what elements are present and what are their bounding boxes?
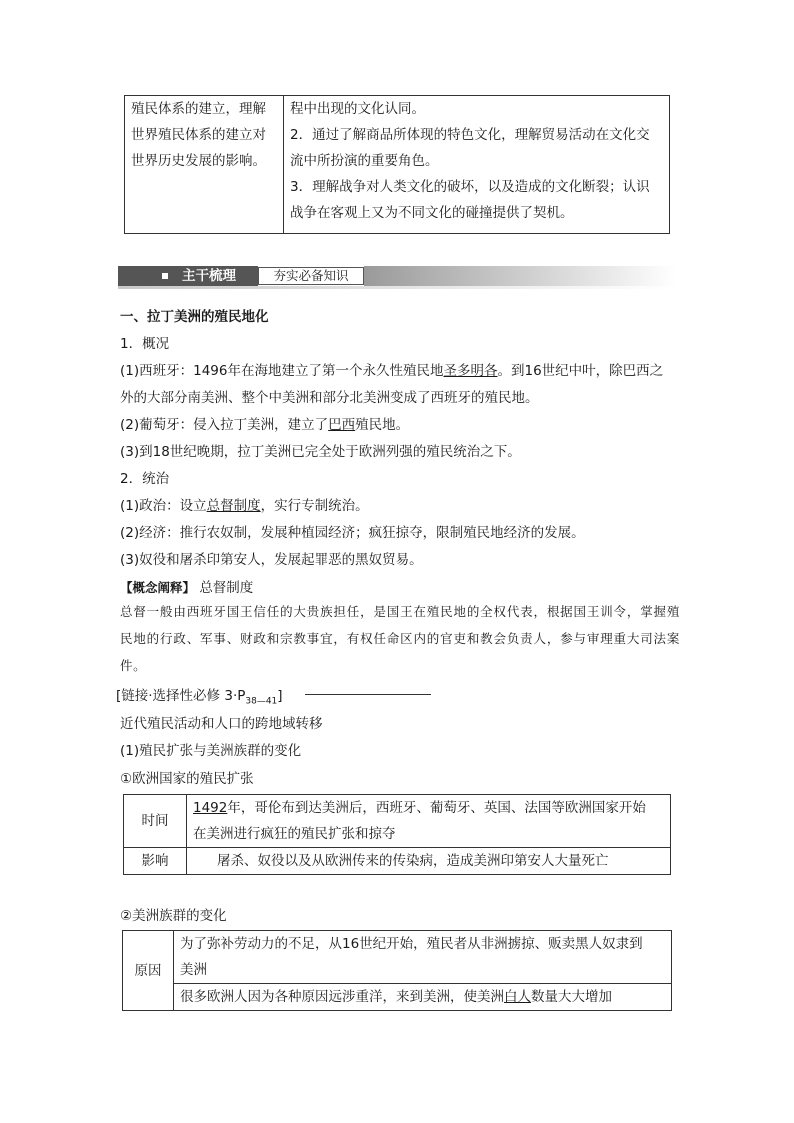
right-line: 2．通过了解商品所体现的特色文化，理解贸易活动在文化交 xyxy=(290,127,650,143)
objectives-left-cell xyxy=(125,96,284,234)
section2-sub1b: ②美洲族群的变化 xyxy=(120,908,227,924)
concept-text: 总督一般由西班牙国王信任的大贵族担任，是国王在殖民地的全权代表，根据国王训令，掌握殖民地的行政、军事、财政和宗教事宜，有权任命区内的官吏和教会负责人，参与审理重大司法案件。 xyxy=(120,604,680,673)
section2-title: 近代殖民活动和人口的跨地域转移 xyxy=(120,716,323,732)
economy-paragraph: (2)经济：推行农奴制，发展种植园经济；疯狂掠夺，限制殖民地经济的发展。 xyxy=(120,525,585,541)
slavery-paragraph: (3)奴役和屠杀印第安人，发展起罪恶的黑奴贸易。 xyxy=(120,552,423,568)
banner-subtitle: 夯实必备知识 xyxy=(258,267,364,285)
portugal-paragraph: (2)葡萄牙：侵入拉丁美洲，建立了巴西殖民地。 xyxy=(120,417,410,433)
year-1492: 1492 xyxy=(193,800,228,816)
politics-paragraph: (1)政治：设立总督制度，实行专制统治。 xyxy=(120,498,369,514)
section2-sub1a: ①欧洲国家的殖民扩张 xyxy=(120,771,254,787)
banner-title: 主干梳理 xyxy=(182,268,236,284)
spain-paragraph-line2: 外的大部分南美洲、整个中美洲和部分北美洲变成了西班牙的殖民地。 xyxy=(120,390,539,406)
table2-label-cause: 原因 xyxy=(123,931,174,1011)
concept-heading xyxy=(120,576,253,596)
right-line: 程中出现的文化认同。 xyxy=(290,101,425,117)
objectives-right-cell xyxy=(284,96,670,234)
banner-title-block xyxy=(118,266,258,286)
link-rule xyxy=(305,694,431,695)
banner-gradient xyxy=(364,266,676,286)
table2-cause2-cell: 很多欧洲人因为各种原因远涉重洋，来到美洲，使美洲白人数量大大增加 xyxy=(174,984,672,1011)
right-line: 战争在客观上又为不同文化的碰撞提供了契机。 xyxy=(290,205,574,221)
left-line: 世界殖民体系的建立对 xyxy=(131,127,266,143)
ethnic-change-table xyxy=(122,930,672,1011)
overview-heading: 1．概况 xyxy=(120,336,170,352)
banner-stripe xyxy=(118,286,676,289)
section-banner xyxy=(118,266,676,286)
spain-paragraph-line1: (1)西班牙：1496年在海地建立了第一个永久性殖民地圣多明各。到16世纪中叶，除巴西之 xyxy=(120,363,664,379)
right-line: 流中所扮演的重要角色。 xyxy=(290,153,439,169)
concept-term: 总督制度 xyxy=(199,580,254,596)
left-line: 世界历史发展的影响。 xyxy=(131,153,266,169)
colonial-expansion-table xyxy=(123,794,671,875)
left-line: 殖民体系的建立，理解 xyxy=(131,101,266,117)
section2-sub1: (1)殖民扩张与美洲族群的变化 xyxy=(120,743,302,759)
table1-impact-cell: 屠杀、奴役以及从欧洲传来的传染病，造成美洲印第安人大量死亡 xyxy=(187,848,671,875)
objectives-table xyxy=(124,95,670,234)
square-bullet-icon xyxy=(162,273,168,279)
table1-label-time: 时间 xyxy=(124,795,187,848)
rule-heading: 2．统治 xyxy=(120,471,170,487)
table1-label-impact: 影响 xyxy=(124,848,187,875)
concept-tag: 【概念阐释】 xyxy=(120,580,196,595)
right-line: 3．理解战争对人类文化的破坏，以及造成的文化断裂；认识 xyxy=(290,179,650,195)
late-18c-paragraph: (3)到18世纪晚期，拉丁美洲已完全处于欧洲列强的殖民统治之下。 xyxy=(120,444,521,460)
table1-time-cell: 1492年，哥伦布到达美洲后，西班牙、葡萄牙、英国、法国等欧洲国家开始 在美洲进行疯狂的殖民扩张和掠夺 xyxy=(187,795,671,848)
link-reference: [链接·选择性必修 $3\cdot P_{38—41}$] xyxy=(116,688,283,707)
table2-cause1-cell: 为了弥补劳动力的不足，从16世纪开始，殖民者从非洲掳掠、贩卖黑人奴隶到 美洲 xyxy=(174,931,672,984)
section1-heading: 一、拉丁美洲的殖民地化 xyxy=(120,309,269,325)
